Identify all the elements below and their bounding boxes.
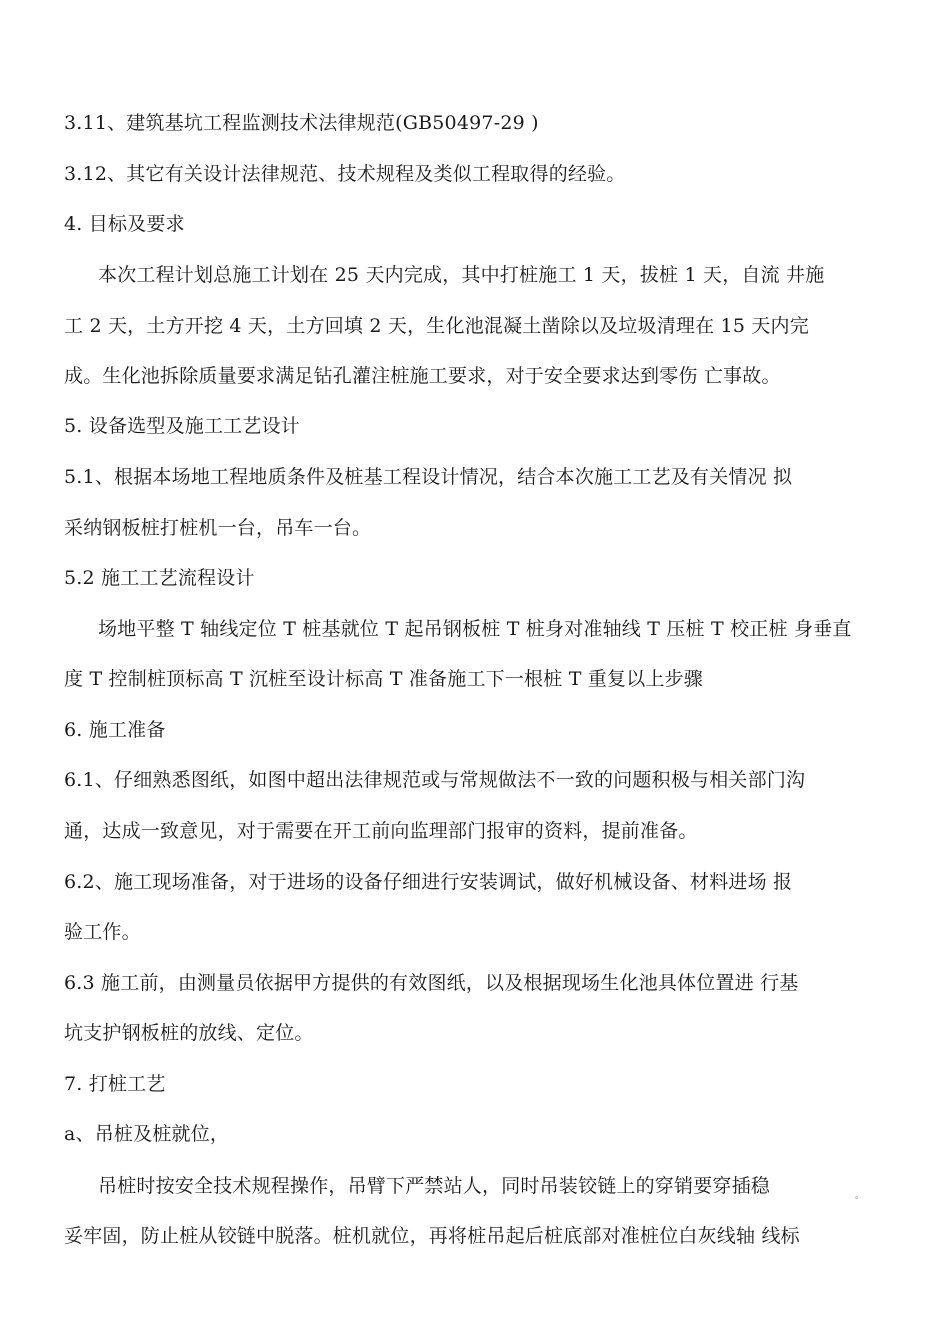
paragraph-line: 吊桩时按安全技术规程操作，吊臂下严禁站人，同时吊装铰链上的穿销要穿插稳	[98, 1175, 771, 1197]
text-line: 3.11、建筑基坑工程监测技术法律规范(GB50497-29 )	[64, 112, 539, 134]
section-heading: 6. 施工准备	[64, 719, 166, 741]
paragraph-line: 妥牢固，防止桩从铰链中脱落。桩机就位，再将桩吊起后桩底部对准桩位白灰线轴 线标	[64, 1225, 800, 1247]
text-line: 3.12、其它有关设计法律规范、技术规程及类似工程取得的经验。	[64, 163, 626, 185]
section-heading: 4. 目标及要求	[64, 213, 185, 235]
paragraph-line: 6.1、仔细熟悉图纸，如图中超出法律规范或与常规做法不一致的问题积极与相关部门沟	[64, 769, 806, 791]
paragraph-line: 6.2、施工现场准备，对于进场的设备仔细进行安装调试，做好机械设备、材料进场 报	[64, 871, 793, 893]
section-heading: 7. 打桩工艺	[64, 1073, 166, 1095]
paragraph-line: 通，达成一致意见，对于需要在开工前向监理部门报审的资料，提前准备。	[64, 820, 698, 842]
paragraph-line: 工 2 天，土方开挖 4 天，土方回填 2 天，生化池混凝土凿除以及垃圾清理在 15 天内完	[64, 315, 809, 337]
paragraph-line: 采纳钢板桩打桩机一台，吊车一台。	[64, 517, 372, 539]
subsection-heading: 5.2 施工工艺流程设计	[64, 567, 255, 589]
paragraph-line: 验工作。	[64, 921, 141, 943]
paragraph-line: 坑支护钢板桩的放线、定位。	[64, 1022, 314, 1044]
paragraph-line: 6.3 施工前，由测量员依据甲方提供的有效图纸，以及根据现场生化池具体位置进 行基	[64, 972, 799, 994]
paragraph-line: 本次工程计划总施工计划在 25 天内完成，其中打桩施工 1 天，拔桩 1 天，自流 井施	[98, 264, 825, 286]
stray-mark: 。	[855, 1191, 865, 1201]
section-heading: 5. 设备选型及施工工艺设计	[64, 415, 300, 437]
subsection-heading: a、吊桩及桩就位，	[64, 1123, 230, 1145]
paragraph-line: 场地平整 T 轴线定位 T 桩基就位 T 起吊钢板桩 T 桩身对准轴线 T 压桩 T 校正桩 身垂直	[98, 618, 852, 640]
paragraph-line: 成。生化池拆除质量要求满足钻孔灌注桩施工要求，对于安全要求达到零伤 亡事故。	[64, 365, 781, 387]
paragraph-line: 度 T 控制桩顶标高 T 沉桩至设计标高 T 准备施工下一根桩 T 重复以上步骤	[64, 668, 704, 690]
paragraph-line: 5.1、根据本场地工程地质条件及桩基工程设计情况，结合本次施工工艺及有关情况 拟	[64, 466, 793, 488]
